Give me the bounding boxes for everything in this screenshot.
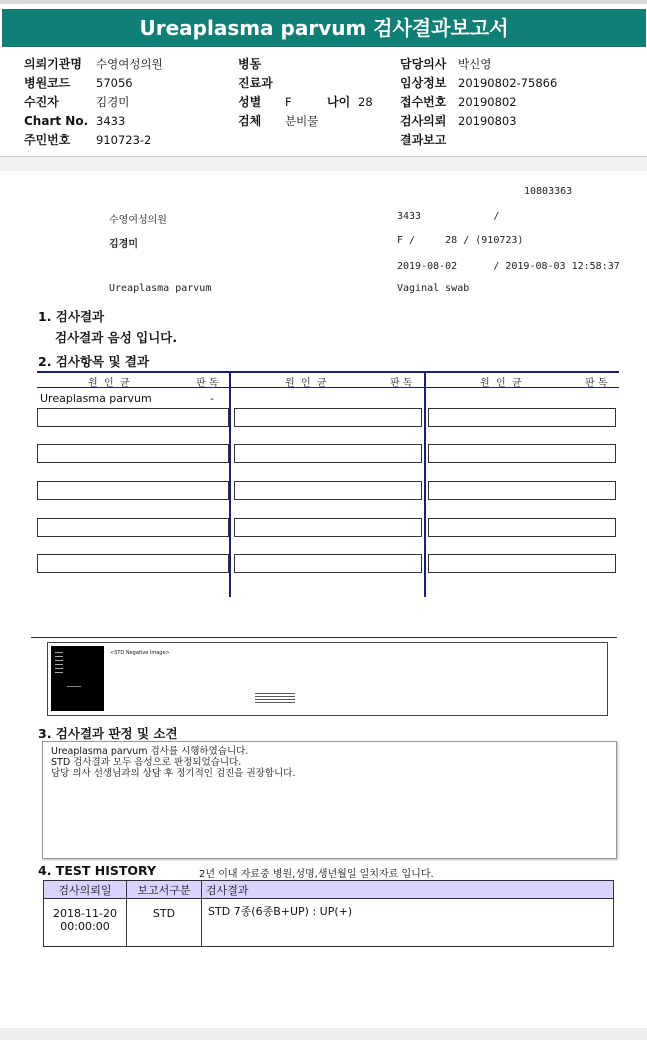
col-header-judge-1: 판 독 [196, 378, 219, 389]
col-header-organism-3: 원 인 균 [480, 378, 522, 389]
result-cell [234, 408, 422, 427]
result-cell [428, 408, 616, 427]
result-cell [428, 518, 616, 537]
info-chart: 3433 / [397, 211, 500, 222]
history-time: 00:00:00 [60, 920, 110, 933]
section1-result: 검사결과 음성 입니다. [55, 330, 178, 345]
result-cell [37, 518, 229, 537]
result-cell [428, 481, 616, 500]
history-date: 2018-11-20 [53, 907, 117, 920]
label-specimen: 검체 [238, 114, 262, 128]
label-age: 나이 [327, 95, 351, 109]
report-code: 10803363 [524, 186, 573, 197]
comment-box [42, 741, 617, 859]
info-sex-age: F / 28 / (910723) [397, 235, 524, 246]
history-result: STD 7종(6종B+UP) : UP(+) [202, 899, 614, 947]
image-panel-top-rule [31, 637, 617, 638]
section2-title: 2. 검사항목 및 결과 [38, 354, 150, 369]
row1-organism: Ureaplasma parvum [40, 392, 152, 405]
label-receipt-no: 접수번호 [400, 95, 447, 109]
history-note: 2년 이내 자료중 병원,성명,생년월일 일치자료 입니다. [199, 869, 434, 880]
label-chart-no: Chart No. [24, 114, 89, 128]
info-test-name: Ureaplasma parvum [109, 283, 212, 294]
column-divider-1 [229, 371, 231, 597]
value-report-date: 20190803 [458, 114, 517, 128]
bottom-border [0, 1028, 647, 1040]
top-border [0, 0, 647, 4]
value-specimen: 분비물 [285, 114, 319, 128]
result-cell [428, 444, 616, 463]
section1-title: 1. 검사결과 [38, 309, 105, 324]
header-col-1-values [96, 55, 163, 150]
label-doctor: 담당의사 [400, 57, 447, 71]
history-col-type: 보고서구분 [127, 881, 202, 899]
info-specimen: Vaginal swab [397, 283, 470, 294]
col-header-judge-3: 판 독 [585, 378, 608, 389]
label-patient: 수진자 [24, 95, 59, 109]
label-hospital-code: 병원코드 [24, 76, 71, 90]
value-patient: 김경미 [96, 95, 130, 109]
result-cell [37, 554, 229, 573]
label-sex: 성별 [238, 95, 262, 109]
col-header-organism-2: 원 인 균 [285, 378, 327, 389]
report-title: Ureaplasma parvum 검사결과보고서 [2, 9, 646, 47]
value-hospital: 수영여성의원 [96, 57, 163, 71]
value-age: 28 [358, 95, 373, 109]
label-report-date: 결과보고 [400, 133, 447, 147]
label-department: 진료과 [238, 76, 273, 90]
header-col-3-values [458, 55, 557, 131]
header-age [327, 93, 373, 112]
result-cell [234, 444, 422, 463]
value-sex: F [285, 95, 292, 109]
history-col-result: 검사결과 [202, 881, 614, 899]
label-request-date: 검사의뢰 [400, 114, 447, 128]
gel-image-panel [47, 642, 608, 716]
result-cell [234, 554, 422, 573]
column-divider-2 [424, 371, 426, 597]
value-resident-no: 910723-2 [96, 133, 152, 147]
header-col-3 [400, 55, 446, 150]
section4-title: 4. TEST HISTORY [38, 863, 157, 878]
results-table-top-rule [37, 371, 619, 373]
label-hospital: 의뢰기관명 [24, 57, 82, 71]
result-cell [37, 481, 229, 500]
gel-image-legend [255, 691, 295, 705]
col-header-organism-1: 원 인 균 [88, 378, 130, 389]
comment-line-2: STD 검사결과 모두 음성으로 판정되었습니다. [51, 757, 242, 768]
value-receipt-no: 20190802-75866 [458, 76, 558, 90]
value-request-date: 20190802 [458, 95, 517, 109]
comment-line-1: Ureaplasma parvum 검사를 시행하였습니다. [51, 746, 249, 757]
label-ward: 병동 [238, 57, 262, 71]
row1-result: - [210, 392, 214, 405]
result-cell [234, 518, 422, 537]
value-hospital-code: 57056 [96, 76, 133, 90]
info-dates: 2019-08-02 / 2019-08-03 12:58:37 [397, 261, 620, 272]
label-clinical-info: 임상정보 [400, 76, 447, 90]
header-col-1 [24, 55, 88, 150]
result-cell [37, 444, 229, 463]
header-separator [0, 156, 647, 171]
col-header-judge-2: 판 독 [390, 378, 413, 389]
info-patient: 김경미 [109, 239, 138, 250]
history-col-date: 검사의뢰일 [44, 881, 127, 899]
result-cell [37, 408, 229, 427]
comment-line-3: 담당 의사 선생님과의 상담 후 정기적인 검진을 권장합니다. [51, 768, 296, 779]
label-resident-no: 주민번호 [24, 133, 71, 147]
gel-image-thumbnail [51, 646, 104, 711]
header-col-2 [238, 55, 273, 131]
info-hospital: 수영여성의원 [109, 215, 167, 226]
section3-title: 3. 검사결과 판정 및 소견 [38, 726, 178, 741]
history-table [43, 880, 614, 947]
value-doctor: 박신영 [458, 57, 492, 71]
value-chart-no: 3433 [96, 114, 126, 128]
gel-image-caption: <STD Negative Image> [110, 650, 170, 656]
history-type: STD [127, 899, 202, 947]
result-cell [428, 554, 616, 573]
header-col-2-values [285, 93, 318, 131]
history-date-cell [44, 899, 127, 947]
table-row [44, 899, 614, 947]
result-cell [234, 481, 422, 500]
